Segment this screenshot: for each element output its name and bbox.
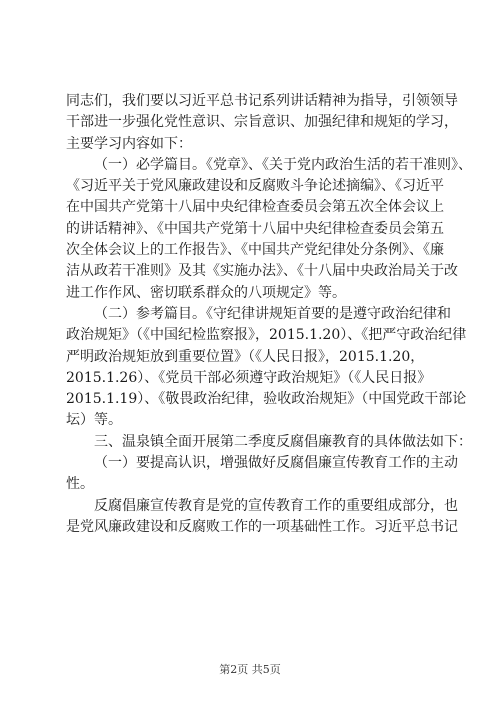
- paragraph-line: （一）必学篇目。《党章》、《关于党内政治生活的若干准则》、: [94, 156, 472, 173]
- paragraph-line: 进工作作风、密切联系群众的八项规定》等。: [66, 284, 346, 301]
- paragraph-line: 的讲话精神》、《中国共产党第十八届中央纪律检查委员会第五: [66, 220, 444, 237]
- paragraph-line: 坛）等。: [66, 412, 122, 429]
- paragraph-line: （一）要提高认识，增强做好反腐倡廉宣传教育工作的主动: [94, 455, 458, 472]
- paragraph-line: 在中国共产党第十八届中央纪律检查委员会第五次全体会议上: [66, 199, 444, 216]
- paragraph-line: 干部进一步强化党性意识、宗旨意识、加强纪律和规矩的学习，: [66, 114, 458, 131]
- paragraph-line: 严明政治规矩放到重要位置》（《人民日报》，2015.1.20，: [66, 348, 425, 365]
- document-body: [66, 91, 472, 538]
- paragraph-line: 反腐倡廉宣传教育是党的宣传教育工作的重要组成部分，也: [94, 497, 458, 514]
- page-number-footer: 第2页 共5页: [219, 663, 281, 676]
- paragraph-line: 《习近平关于党风廉政建设和反腐败斗争论述摘编》、《习近平: [66, 178, 444, 195]
- paragraph-line: 是党风廉政建设和反腐败工作的一项基础性工作。习近平总书记: [66, 518, 458, 535]
- paragraph-line: 2015.1.26）、《党员干部必须遵守政治规矩》（《人民日报》: [66, 369, 432, 386]
- paragraph-line: 2015.1.19）、《敬畏政治纪律，验收政治规矩》（中国党政干部论: [66, 391, 467, 408]
- paragraph-line: 政治规矩》（《中国纪检监察报》，2015.1.20）、《把严守政治纪律: [66, 327, 467, 344]
- paragraph-line: 主要学习内容如下：: [66, 135, 192, 152]
- paragraph-line: 次全体会议上的工作报告》、《中国共产党纪律处分条例》、《廉: [66, 242, 444, 259]
- paragraph-line: 洁从政若干准则》及其《实施办法》、《十八届中央政治局关于改: [66, 263, 458, 280]
- paragraph-line: （二）参考篇目。《守纪律讲规矩首要的是遵守政治纪律和: [94, 305, 451, 322]
- paragraph-line: 性。: [66, 476, 94, 493]
- paragraph-line: 同志们，我们要以习近平总书记系列讲话精神为指导，引领领导: [66, 93, 458, 109]
- paragraph-line: 三、温泉镇全面开展第二季度反腐倡廉教育的具体做法如下：: [94, 433, 472, 450]
